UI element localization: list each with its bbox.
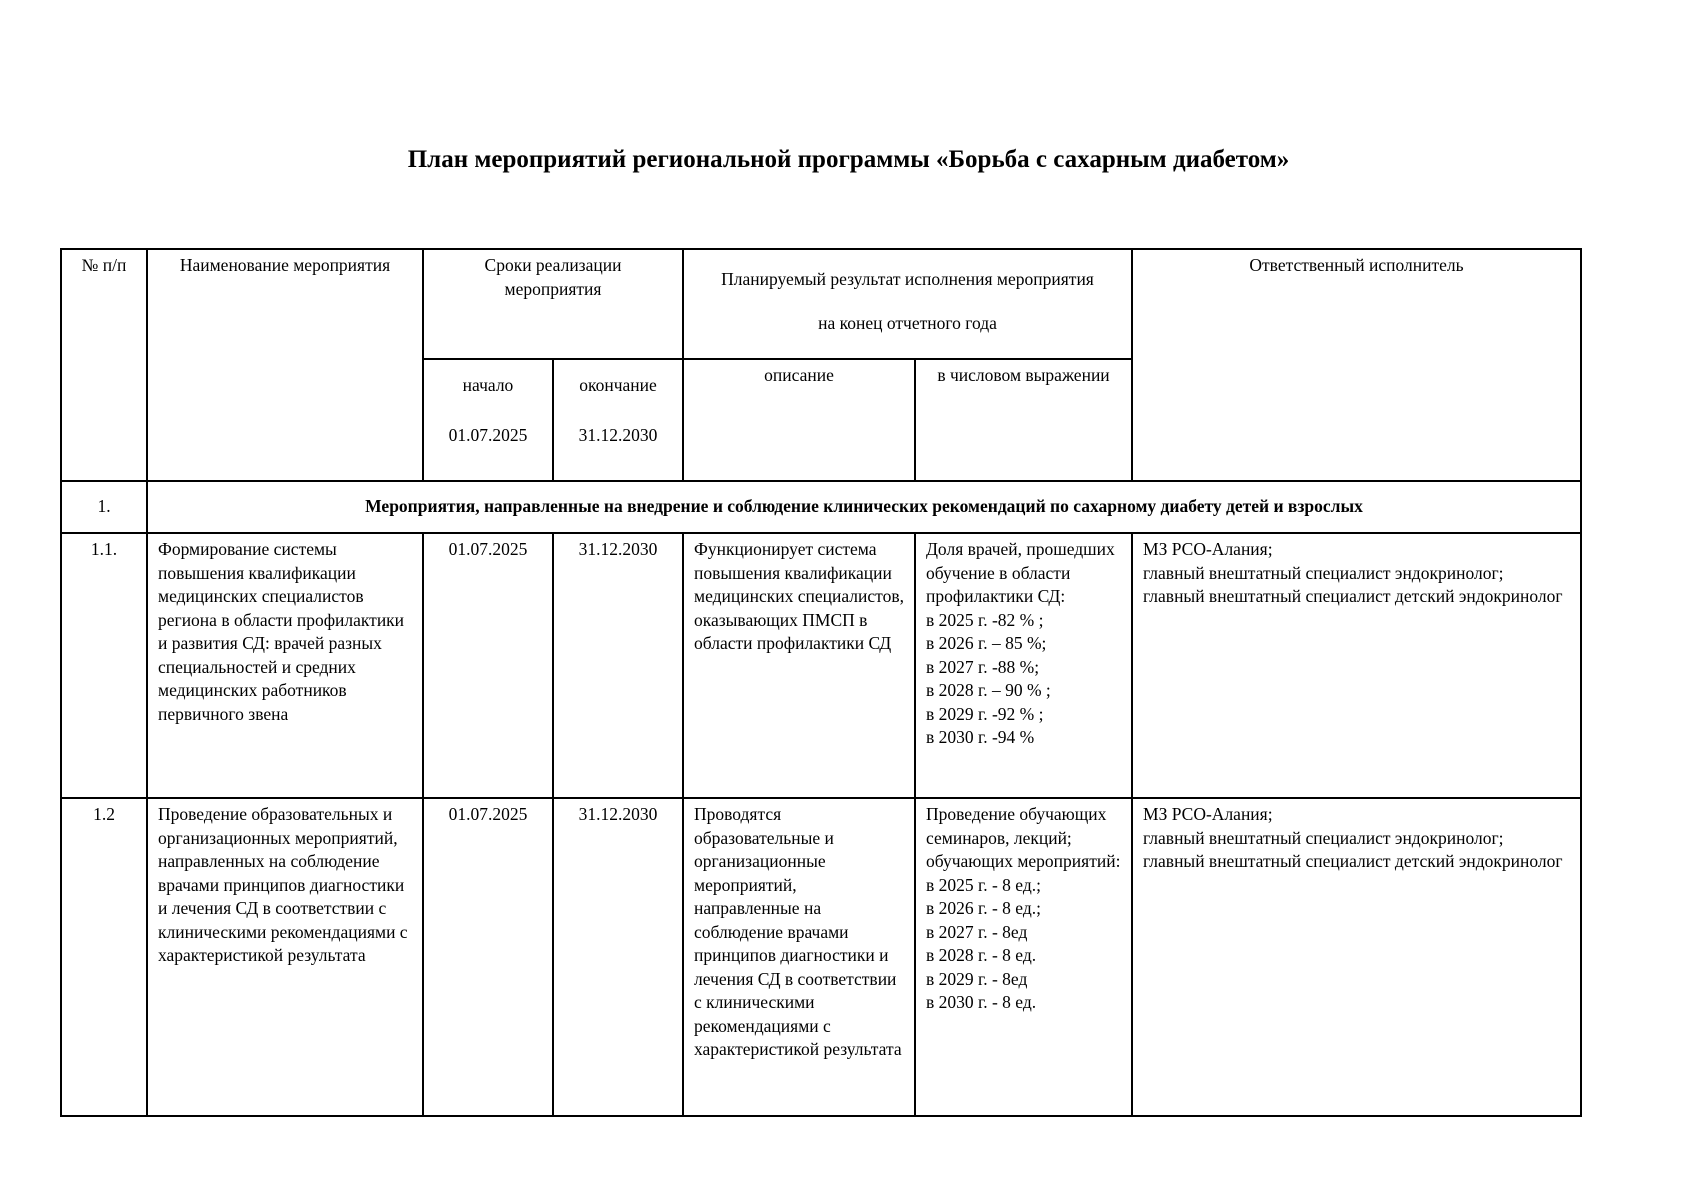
header-terms: Сроки реализации мероприятия (423, 249, 683, 359)
header-name: Наименование мероприятия (147, 249, 423, 481)
header-start-date: 01.07.2025 (448, 424, 528, 445)
row-numeric: Доля врачей, прошедших обучение в области профилактики СД: в 2025 г. -82 % ; в 2026 г. – 85 %; в 2027 г. -88 %; в 2028 г. – 90 % ; в 2029 г. -92 % ; в 2030 г. -94 % (915, 533, 1132, 798)
plan-table (60, 248, 1582, 1117)
row-end: 31.12.2030 (553, 533, 683, 798)
row-num: 1.1. (61, 533, 147, 798)
row-description: Функционирует система повышения квалификации медицинских специалистов, оказывающих ПМСП в области профилактики СД (683, 533, 915, 798)
row-end: 31.12.2030 (553, 798, 683, 1116)
row-name: Проведение образовательных и организационных мероприятий, направленных на соблюдение врачами принципов диагностики и лечения СД в соответствии с клиническими рекомендациями с характеристикой результата (147, 798, 423, 1116)
header-numeric: в числовом выражении (915, 359, 1132, 481)
header-row-top (61, 249, 1581, 359)
row-start: 01.07.2025 (423, 798, 553, 1116)
row-responsible: МЗ РСО-Алания; главный внештатный специалист эндокринолог; главный внештатный специалист детский эндокринолог (1132, 533, 1581, 798)
header-result-line1: Планируемый результат исполнения мероприятия (721, 269, 1094, 289)
header-num: № п/п (61, 249, 147, 481)
document-title: План мероприятий региональной программы «Борьба с сахарным диабетом» (407, 146, 1290, 173)
table-row (61, 798, 1581, 1116)
header-end-date: 31.12.2030 (578, 424, 658, 445)
row-description: Проводятся образовательные и организационные мероприятий, направленные на соблюдение врачами принципов диагностики и лечения СД в соответствии с клиническими рекомендациями с характеристикой результата (683, 798, 915, 1116)
row-num: 1.2 (61, 798, 147, 1116)
section-title: Мероприятия, направленные на внедрение и соблюдение клинических рекомендаций по сахарному диабету детей и взрослых (147, 481, 1581, 533)
row-name: Формирование системы повышения квалификации медицинских специалистов региона в области профилактики и развития СД: врачей разных специальностей и средних медицинских работников первичного звена (147, 533, 423, 798)
table-row (61, 533, 1581, 798)
header-description: описание (683, 359, 915, 481)
header-result (683, 249, 1132, 359)
row-numeric: Проведение обучающих семинаров, лекций; обучающих мероприятий: в 2025 г. - 8 ед.; в 2026 г. - 8 ед.; в 2027 г. - 8ед в 2028 г. - 8 ед. в 2029 г. - 8ед в 2030 г. - 8 ед. (915, 798, 1132, 1116)
header-start-label: начало (462, 375, 514, 395)
row-start: 01.07.2025 (423, 533, 553, 798)
header-responsible: Ответственный исполнитель (1132, 249, 1581, 481)
section-num: 1. (61, 481, 147, 533)
header-result-line2: на конец отчетного года (818, 312, 997, 333)
header-end (553, 359, 683, 481)
section-row (61, 481, 1581, 533)
header-start (423, 359, 553, 481)
row-responsible: МЗ РСО-Алания; главный внештатный специалист эндокринолог; главный внештатный специалист детский эндокринолог (1132, 798, 1581, 1116)
header-end-label: окончание (579, 375, 657, 395)
